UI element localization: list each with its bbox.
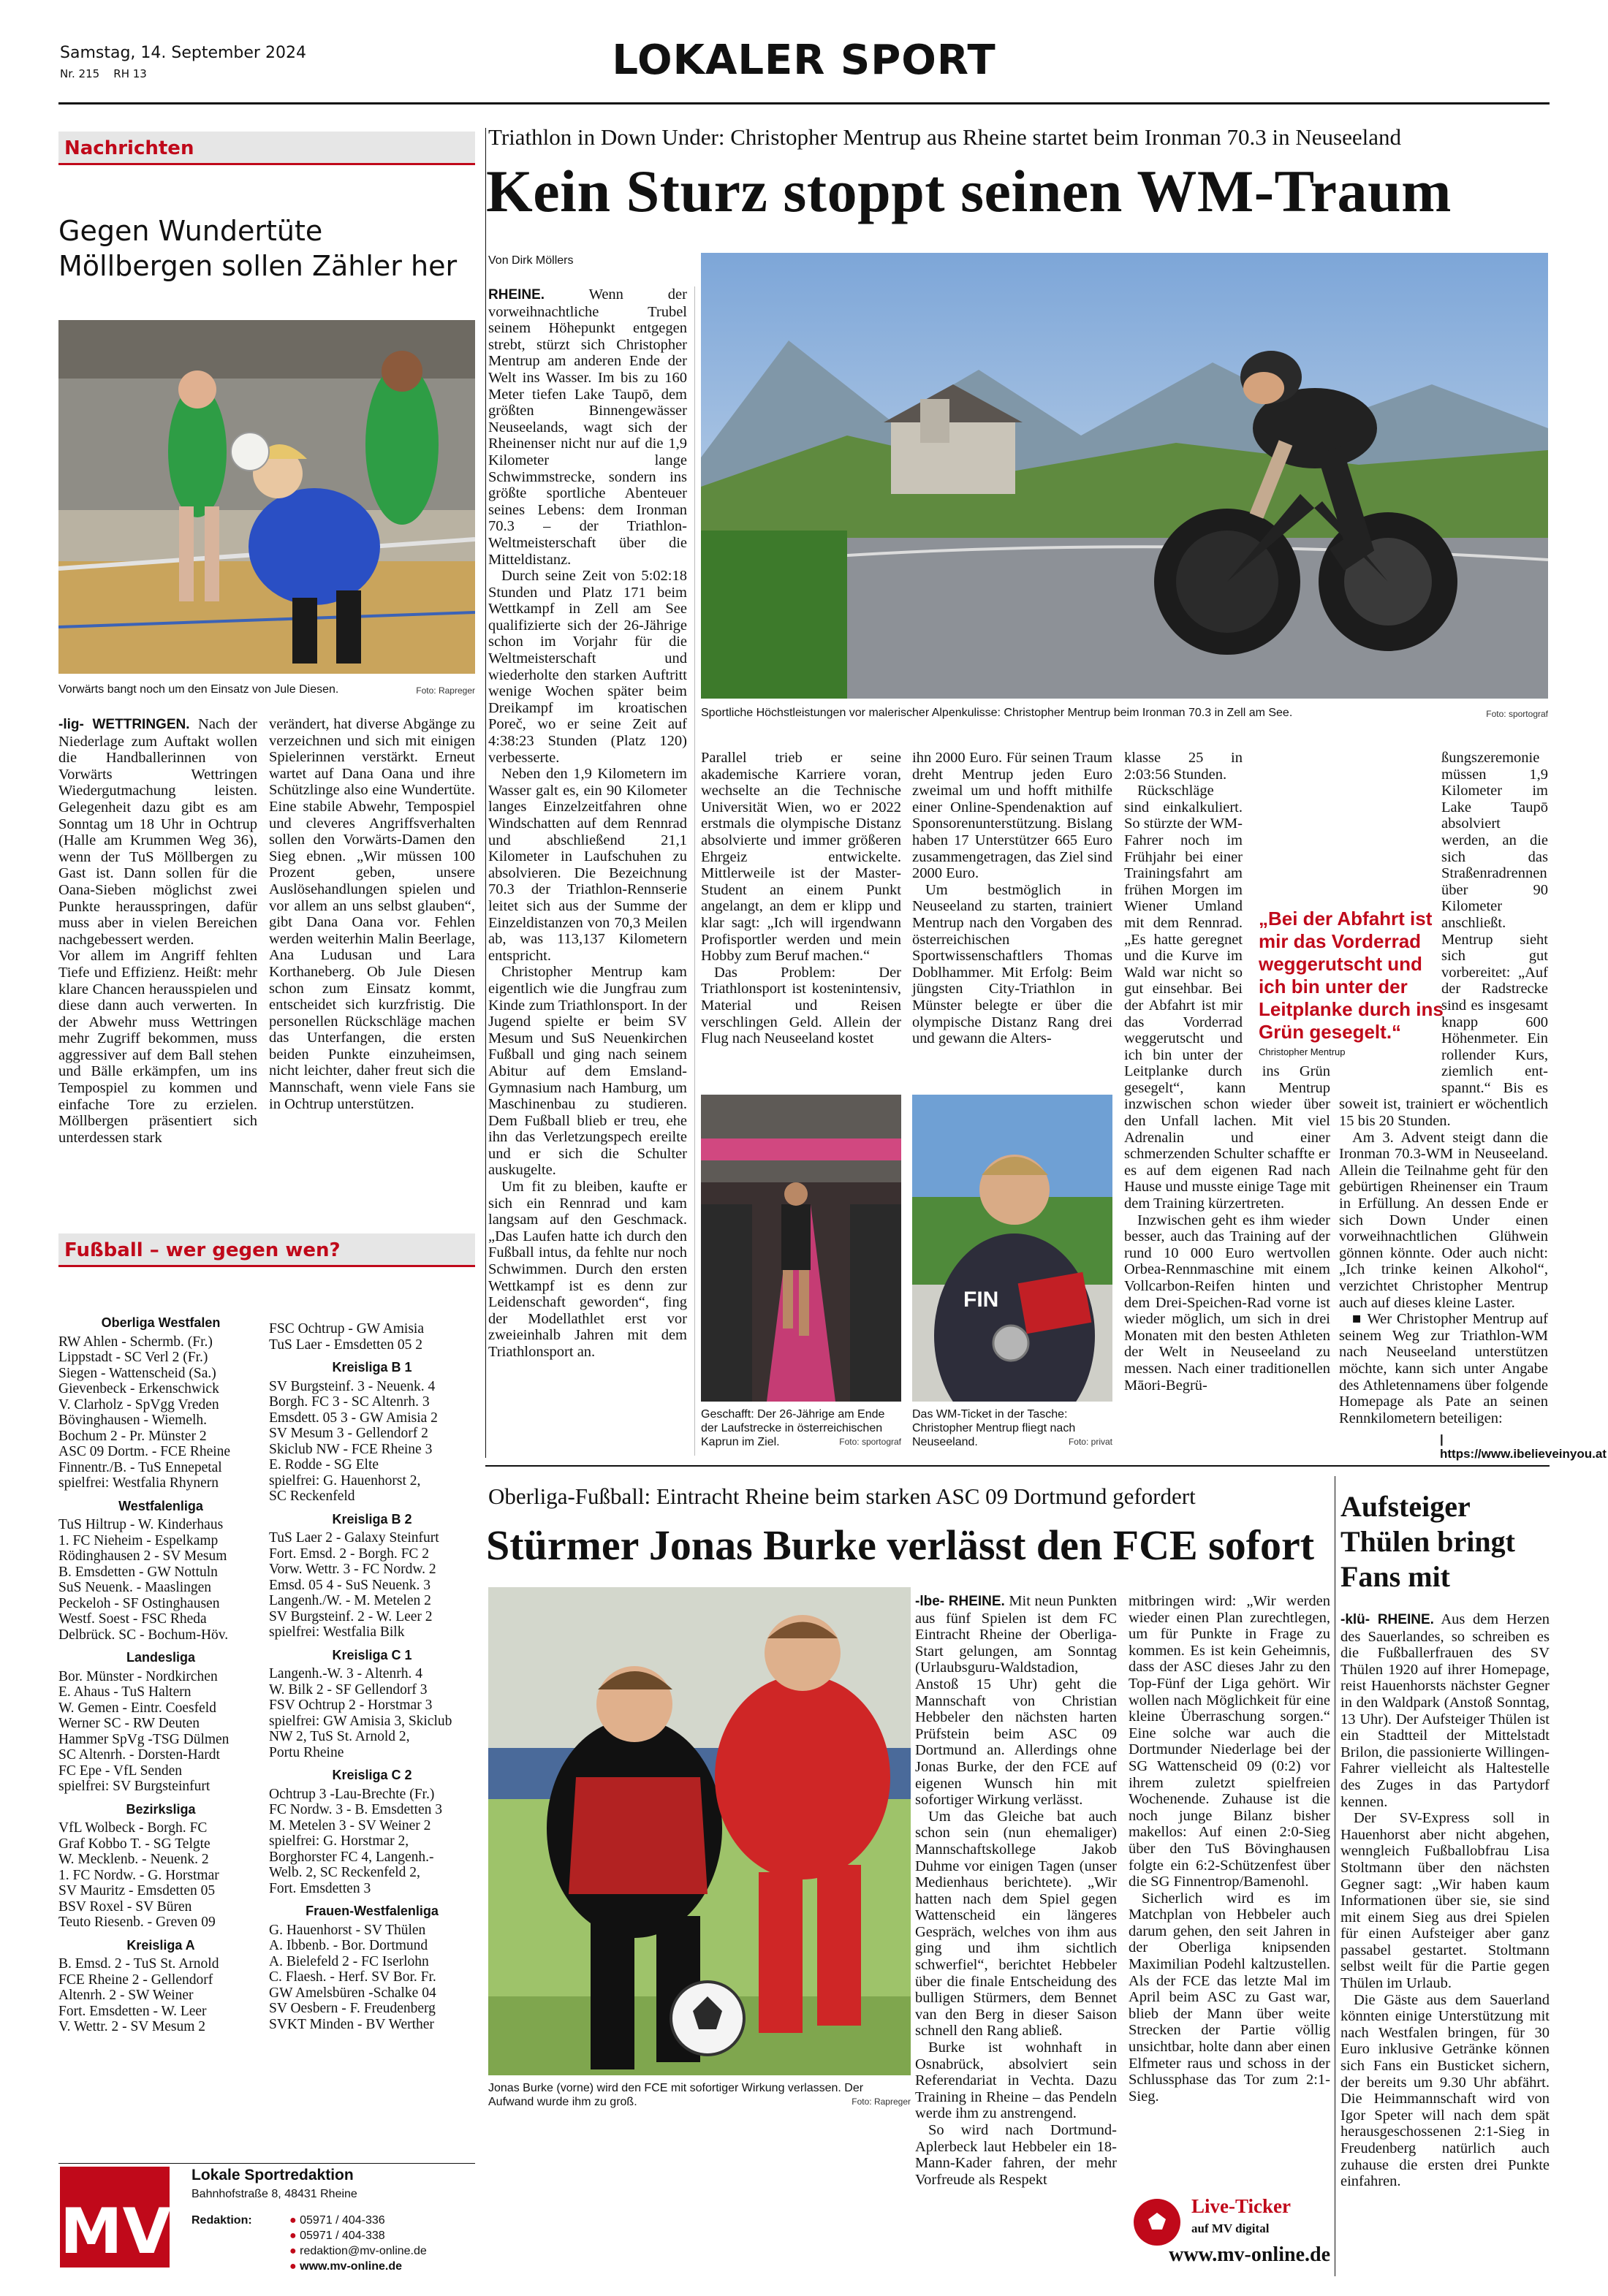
main-article-col1 bbox=[701, 750, 901, 1047]
main-col3-paragraph: Rückschläge sind einkalkuliert. So stürzte der WM-Fahrer noch im Frühjahr bei einer Trainingsfahrt am frühen Morgen im Wiener Umland mit dem Rennrad. „Es hatte geregnet und die Kurve im Wald war nicht so gut einsehbar. Bei der Abfahrt ist mir das Vorderrad weggerutscht und ich bin unter der Leitplanke durch ins Grün gesegelt“, kann Mentrup inzwischen schon wieder über den Unfall lachen. Mit viel Adrenalin und einer schmerzenden Schulter schaffte er es auf dem eigenen Rad nach Hause und musste einige Tage mit dem Training kürzertreten. bbox=[1124, 783, 1330, 1212]
nachrichten-label-text: Nachrichten bbox=[64, 137, 194, 159]
fixture-line: C. Flaesh. - Herf. SV Bor. Fr. bbox=[269, 1969, 436, 1985]
soccer-ball-icon bbox=[1131, 2197, 1183, 2248]
fixture-line: Westf. Soest - FSC Rheda bbox=[58, 1611, 207, 1627]
league-title: Kreisliga B 2 bbox=[332, 1511, 412, 1527]
fax-icon: ● bbox=[289, 2230, 297, 2242]
fixture-line: V. Clarholz - SpVgg Vreden bbox=[58, 1396, 219, 1413]
fixture-line: SV Mesum 3 - Gellendorf 2 bbox=[269, 1426, 428, 1441]
fixture-line: SuS Neuenk. - Maaslingen bbox=[58, 1580, 212, 1595]
bottom-photo-caption bbox=[488, 2081, 911, 2109]
fixture-line: spielfrei: Westfalia Bilk bbox=[269, 1624, 405, 1640]
left-column-divider bbox=[485, 128, 486, 1458]
bottom-col1-paragraph: -lbe- RHEINE. Mit neun Punkten aus fünf Spielen ist dem FC Eintracht Rheine der Oberliga-Start gelungen, am Sonntag (Urlaubsguru-Waldstadion, Anstoß 15 Uhr) geht die Mannschaft von Christian Hebbeler den nächsten harten Prüfstein beim ASC 09 Dortmund an. Allerdings ohne Jonas Burke, der den FCE auf eigenen Wunsch hin mit sofortiger Wirkung verlässt. bbox=[915, 1593, 1117, 1809]
fixture-line: spielfrei: Westfalia Rhynern bbox=[58, 1475, 219, 1491]
main-col3-paragraph: klasse 25 in 2:03:56 Stunden. bbox=[1124, 750, 1243, 783]
small1-caption bbox=[701, 1407, 901, 1449]
main-article-col4 bbox=[1339, 750, 1548, 1426]
fixture-line: Emsd. 05 4 - SuS Neuenk. 3 bbox=[269, 1577, 431, 1593]
fixture-line: Portu Rheine bbox=[269, 1744, 344, 1760]
fixtures-label-text: Fußball – wer gegen wen? bbox=[64, 1239, 341, 1261]
fixture-line: Langenh.-W. 3 - Altenrh. 4 bbox=[269, 1666, 422, 1681]
league-title: Kreisliga C 1 bbox=[332, 1647, 412, 1662]
side-headline-line1: Aufsteiger bbox=[1340, 1490, 1471, 1523]
bottom-col1-paragraph: Um das Gleiche bat auch schon sein (nun ehemaliger) Mannschaftskollege Jakob Duhme vor einigen Tagen (unser Medienhaus berichtete). „Wir hatten nach dem Spiel gegen Wattenscheid ein längeres Gespräch, welches von ihm aus ging und ihm sichtlich schwerfiel“, berichtet Hebbeler über die finale Entscheidung des bulligen Stürmers, dem Bennet van den Berg in dieser Saison schnell den Rang abließ. bbox=[915, 1808, 1117, 2040]
fixture-line: FSC Ochtrup - GW Amisia bbox=[269, 1321, 424, 1337]
main-headline: Kein Sturz stoppt seinen WM-Traum bbox=[486, 158, 1452, 224]
fixture-line: Rödinghausen 2 - SV Mesum bbox=[58, 1548, 227, 1564]
fixture-line: Gievenbeck - Erkenschwick bbox=[58, 1381, 219, 1396]
main-photo-credit: Foto: sportograf bbox=[1486, 709, 1548, 719]
issue-date: Samstag, 14. September 2024 bbox=[60, 44, 306, 62]
footer-redaktion-label: Redaktion: bbox=[191, 2214, 252, 2227]
svg-text:FIN: FIN bbox=[963, 1288, 999, 1312]
ticker-url[interactable]: www.mv-online.de bbox=[1169, 2243, 1330, 2266]
side-col-paragraph: -klü- RHEINE. Aus dem Herzen des Sauerlandes, so schreiben es die Fußballerfrauen des SV Thülen 1920 auf ihrer Homepage, reist Hauenhorsts nächster Gegner in den Waldpark (Anstoß Sonntag, 13 Uhr). Der Aufsteiger Thülen ist ein Stadtteil der Mittelstadt Brilon, die passionierte Willingen-Fahrer vielleicht als Haltestelle des Zuges in das Partydorf kennen. bbox=[1340, 1611, 1550, 1810]
side-headline-line3: Fans mit bbox=[1340, 1560, 1450, 1593]
main-article-col0 bbox=[488, 286, 687, 1361]
cyclist-photo bbox=[701, 253, 1548, 699]
fixture-line: SV Burgsteinf. 2 - W. Leer 2 bbox=[269, 1608, 433, 1624]
footer-web[interactable]: www.mv-online.de bbox=[300, 2260, 402, 2273]
nachrichten-label bbox=[58, 132, 475, 165]
handball-photo bbox=[58, 320, 475, 674]
main-col0-paragraph: Um fit zu bleiben, kaufte er sich ein Rennrad und kam langsam auf den Geschmack. „Das Laufen hatte ich durch den Fußball intus, da fehlte nur noch Schwimmen. Durch den ersten Wettkampf ist es denn zur Leidenschaft geworden“, fing der Modellathlet erst vor zweieinhalb Jahren mit dem Triathlonsport an. bbox=[488, 1179, 687, 1360]
main-col0-paragraph: Christopher Mentrup kam eigentlich wie die Jungfrau zum Kinde zum Triathlonsport. In der Jugend spielte er beim SV Mesum und SuS Neuenkirchen Fußball und ging nach seinem Abitur auf dem Emsland-Gymnasium nach Hamburg, um Maschinenbau zu studieren. Dem Fußball blieb er treu, ehe ihn das Verletzungspech ereilte und er sich die Schulter auskugelte. bbox=[488, 964, 687, 1179]
footer-title: Lokale Sportredaktion bbox=[191, 2167, 354, 2183]
ticker-title: Live-Ticker bbox=[1191, 2195, 1291, 2217]
footer-address: Bahnhofstraße 8, 48431 Rheine bbox=[191, 2188, 357, 2200]
league-title: Kreisliga B 1 bbox=[332, 1360, 412, 1375]
fixture-line: spielfrei: SV Burgsteinfurt bbox=[58, 1779, 211, 1794]
footer-phone2: 05971 / 404-338 bbox=[300, 2230, 385, 2242]
small1-caption-text: Geschafft: Der 26-Jährige am Ende der Laufstrecke in österreichischen Kaprun im Ziel. bbox=[701, 1408, 885, 1448]
fixture-line: BSV Roxel - SV Büren bbox=[58, 1898, 192, 1915]
left-photo-credit: Foto: Rapreger bbox=[416, 685, 475, 696]
fixture-line: VfL Wolbeck - Borgh. FC bbox=[58, 1820, 208, 1836]
fixture-line: Siegen - Wattenscheid (Sa.) bbox=[58, 1365, 216, 1381]
main-col4-paragraph: ■ Wer Christopher Mentrup auf seinem Weg zur Triathlon-WM nach Neuseeland unterstützen möchte, kann sich unter Angabe des Athletennamens über folgende Homepage als Pate an seinen Rennkilometern beteiligen: bbox=[1339, 1311, 1548, 1426]
fixture-line: SC Reckenfeld bbox=[269, 1489, 355, 1504]
fixture-line: FC Epe - VfL Senden bbox=[58, 1763, 182, 1779]
main-col1-paragraph: Das Problem: Der Triathlonsport ist kostenintensiv, Material und Reisen verschlingen Geld. Allein der Flug nach Neuseeland kostet bbox=[701, 964, 901, 1047]
side-article-text bbox=[1340, 1611, 1550, 2190]
fixture-line: Borghorster FC 4, Langenh.- bbox=[269, 1849, 434, 1865]
fixture-line: FSV Ochtrup 2 - Horstmar 3 bbox=[269, 1698, 433, 1713]
left-article-p3: verändert, hat diverse Abgänge zu verzeichnen und sich mit einigen Spielerinnen verstärkt. Erneut wartet auf Dana Oana und ihre Schützlinge also eine Wundertüte. Eine stabile Abwehr, Tempospiel und cleveres Angriffsverhalten sollen den Vorwärts-Damen den Sieg ebnen. „Wir müssen 100 Prozent geben, unsere Auslösehandlungen spielen und vor allem an uns selbst glauben“, gibt Dana Oana vor. Fehlen werden weiterhin Malin Beerlage, Ana Ludusan und Lara Korthaneberg. Ob Jule Diesen schon zum Einsatz kommt, entscheidet sich kurzfristig. Die personellen Rückschläge machen das Unterfangen, die ersten beiden Punkte einzuheimsen, nicht leichter, daher freut sich die Mannschaft, wenn viele Fans sie in Ochtrup unterstützen. bbox=[269, 716, 475, 1112]
main-col2-paragraph: Um bestmöglich in Neuseeland zu starten, trainiert Mentrup nach den Vorgaben des österreichischen Sportwissenschaftlers Thomas Doblhammer. Mit Erfolg: Beim jüngsten City-Triathlon in Münster belegte er über die olympische Distanz Rang drei und gewann die Alters- bbox=[912, 881, 1112, 1047]
issue-rh: RH 13 bbox=[113, 67, 147, 80]
fixture-line: Delbrück. SC - Bochum-Höv. bbox=[58, 1627, 229, 1643]
issue-nr: Nr. 215 bbox=[60, 67, 100, 80]
league-title: Westfalenliga bbox=[118, 1498, 203, 1513]
fixture-line: Welb. 2, SC Reckenfeld 2, bbox=[269, 1865, 420, 1880]
fixtures-col1 bbox=[58, 1308, 263, 2035]
fixture-line: 1. FC Nieheim - Espelkamp bbox=[58, 1532, 219, 1548]
left-article-col1 bbox=[58, 716, 257, 1146]
fixture-line: V. Wettr. 2 - SV Mesum 2 bbox=[58, 2019, 206, 2034]
fixture-line: SV Burgsteinf. 3 - Neuenk. 4 bbox=[269, 1378, 436, 1394]
fixture-line: TuS Laer 2 - Galaxy Steinfurt bbox=[269, 1530, 439, 1546]
small2-caption-text: Das WM-Ticket in der Tasche: Christopher Mentrup fliegt nach Neuseeland. bbox=[912, 1408, 1076, 1448]
fixture-line: spielfrei: G. Hauenhorst 2, bbox=[269, 1472, 421, 1489]
main-col0-paragraph: Neben den 1,9 Kilometern im Wasser galt es, ein 90 Kilometer langes Einzelzeitfahren ohne Windschatten auf dem Rennrad und abschließend 21,1 Kilometer in Laufschuhen zu absolvieren. Die Bezeichnung 70.3 der Triathlon-Rennserie leitet sich aus der Summe der Einzeldistanzen von 70,3 Meilen ab, was 113,137 Kilometern entspricht. bbox=[488, 766, 687, 964]
fixture-line: spielfrei: GW Amisia 3, Skiclub NW 2, TuS St. Arnold 2, bbox=[269, 1713, 452, 1744]
fixture-line: Fort. Emsd. 2 - Borgh. FC 2 bbox=[269, 1546, 430, 1562]
fixture-line: 1. FC Nordw. - G. Horstmar bbox=[58, 1867, 219, 1883]
left-photo-caption: Vorwärts bangt noch um den Einsatz von Jule Diesen. bbox=[58, 683, 339, 696]
fixture-line: Bövinghausen - Wiemelh. bbox=[58, 1413, 208, 1428]
fixture-line: Hammer SpVg -TSG Dülmen bbox=[58, 1731, 230, 1747]
fixture-line: A. Ibbenb. - Bor. Dortmund bbox=[269, 1938, 428, 1953]
fixture-line: spielfrei: G. Horstmar 2, bbox=[269, 1833, 409, 1849]
main-col2-paragraph: ihn 2000 Euro. Für seinen Traum dreht Mentrup jeden Euro zweimal um und hofft mithilfe einer Online-Spendenaktion auf Sponsorenunterstützung. Bislang haben 17 Unterstützer 665 Euro zusammengetragen, das Ziel sind 2000 Euro. bbox=[912, 750, 1112, 882]
fixture-line: Werner SC - RW Deuten bbox=[58, 1716, 200, 1731]
main-article-col2 bbox=[912, 750, 1112, 1047]
league-title: Kreisliga C 2 bbox=[332, 1768, 412, 1782]
bottom-photo-caption-text: Jonas Burke (vorne) wird den FCE mit sofortiger Wirkung verlassen. Der Aufwand wurde ihm zu groß. bbox=[488, 2082, 864, 2108]
left-headline-line1: Gegen Wundertüte bbox=[58, 215, 323, 247]
mv-logo-text: MV bbox=[60, 2195, 172, 2268]
bottom-col1-paragraph: So wird nach Dortmund-Aplerbeck laut Hebbeler ein 18-Mann-Kader fahren, der mehr Vorfreude als Respekt bbox=[915, 2122, 1117, 2188]
fixture-line: TuS Hiltrup - W. Kinderhaus bbox=[58, 1517, 224, 1532]
fixture-line: W. Gemen - Eintr. Coesfeld bbox=[58, 1700, 216, 1716]
left-article-p2: Vor allem im Angriff fehlten Tiefe und Effizienz. Heißt: mehr klare Chancen herausspielen und diese dann auch verwerten. In der Abwehr muss Wettringen mehr Zugriff bekommen, muss aggressiver auf dem Ball stehen und Bälle erkämpfen, um ins Tempospiel zu kommen und einfache Tore zu erzielen. Möllbergen präsentiert sich unterdessen stark bbox=[58, 948, 257, 1146]
main-col0-paragraph: Durch seine Zeit von 5:02:18 Stunden und Platz 171 beim Wettkampf in Zell am See qualifizierte sich der 26-Jährige schon im Vorjahr für die Weltmeisterschaft und wiederholte den starken Auftritt wenige Wochen später beim Dreikampf im kroatischen Poreč, wo er seine Zeit auf 4:38:23 Stunden (Platz 120) verbesserte. bbox=[488, 568, 687, 766]
fixture-line: Peckeloh - SF Ostinghausen bbox=[58, 1595, 220, 1611]
side-col-dateline: -klü- RHEINE. bbox=[1340, 1612, 1434, 1627]
fixture-line: FC Nordw. 3 - B. Emsdetten 3 bbox=[269, 1802, 443, 1817]
fixture-line: Skiclub NW - FCE Rheine 3 bbox=[269, 1441, 433, 1457]
left-article-dateline: -lig- WETTRINGEN. bbox=[58, 717, 190, 732]
fixture-line: SVKT Minden - BV Werther bbox=[269, 2016, 434, 2032]
fixture-line: Vorw. Wettr. 3 - FC Nordw. 2 bbox=[269, 1562, 436, 1577]
phone-icon: ● bbox=[289, 2214, 297, 2227]
main-col3-paragraph: Inzwischen geht es ihm wieder besser, auch das Training auf der rund 10 000 Euro wertvollen Orbea-Rennmaschine mit einem Vollcarbon-Reifen hinten und dem Drei-Speichen-Rad vorne ist wieder möglich, um sich in drei Monaten mit den besten Athleten der Welt in Neuseeland zu messen. Nach einer traditionellen Māori-Begrü- bbox=[1124, 1212, 1330, 1394]
bottom-col2-paragraph: mitbringen wird: „Wir werden wieder einen Plan zurechtlegen, um für Punkte in Frage zu kommen. Es ist kein Geheimnis, dass der ASC dieses Jahr zu den Top-Fünf der Liga gehört. Wir wollen nach Möglichkeit für eine kleine Überraschung sorgen.“ Eine solche war auch die Dortmunder Niederlage bei der SG Wattenscheid 09 (0:2) vor ihrem zuletzt spielfreien Wochenende. Zuhause ist die noch junge Bilanz bisher makellos: Auf einen 2:0-Sieg über den TuS Bövinghausen folgte ein 6:2-Schützenfest über die SG Finnentrop/Bamenohl. bbox=[1129, 1593, 1330, 1890]
bottom-kicker: Oberliga-Fußball: Eintracht Rheine beim starken ASC 09 Dortmund gefordert bbox=[488, 1483, 1196, 1509]
fixture-line: Altenrh. 2 - SW Weiner bbox=[58, 1988, 194, 2003]
fixture-line: Lippstadt - SC Verl 2 (Fr.) bbox=[58, 1350, 208, 1365]
sponsor-link-url[interactable]: https://www.ibelieveinyou.at bbox=[1440, 1447, 1607, 1461]
fixture-line: RW Ahlen - Schermb. (Fr.) bbox=[58, 1334, 213, 1350]
main-byline: Von Dirk Möllers bbox=[488, 254, 574, 267]
ticker-sub: auf MV digital bbox=[1191, 2221, 1270, 2235]
header-rule bbox=[58, 102, 1550, 104]
bottom-article-col1 bbox=[915, 1593, 1117, 2188]
football-photo bbox=[488, 1587, 911, 2075]
fixture-line: G. Hauenhorst - SV Thülen bbox=[269, 1922, 426, 1938]
section-title: LOKALER SPORT bbox=[612, 37, 996, 84]
fixture-line: Bochum 2 - Pr. Münster 2 bbox=[58, 1428, 207, 1444]
mv-logo bbox=[60, 2167, 170, 2268]
main-col1-paragraph: Parallel trieb er seine akademische Karriere voran, wechselte an die Technische Universität Wien, wo er 2022 erstmals die olympische Distanz absolvierte und immer größeren Ehrgeiz entwickelte. Mittlerweile ist der Master-Student an einem Punkt angelangt, an dem er klipp und klar sagt: „Ich will irgendwann Profisportler werden und mein Hobby zum Beruf machen.“ bbox=[701, 750, 901, 965]
web-icon: ● bbox=[289, 2260, 297, 2273]
main-photo-caption: Sportliche Höchstleistungen vor malerischer Alpenkulisse: Christopher Mentrup beim Ironman 70.3 in Zell am See. bbox=[701, 707, 1293, 719]
footer-email[interactable]: redaktion@mv-online.de bbox=[300, 2245, 427, 2257]
fixture-line: FCE Rheine 2 - Gellendorf bbox=[58, 1972, 213, 1988]
league-title: Bezirksliga bbox=[126, 1801, 196, 1817]
sponsor-link[interactable]: | https://www.ibelieveinyou.at bbox=[1440, 1432, 1607, 1461]
finish-line-photo bbox=[701, 1095, 901, 1402]
fixture-line: TuS Laer - Emsdetten 05 2 bbox=[269, 1337, 422, 1353]
fixture-line: Borgh. FC 3 - SC Altenrh. 3 bbox=[269, 1394, 430, 1410]
fixture-line: M. Metelen 3 - SV Weiner 2 bbox=[269, 1817, 431, 1833]
bottom-col1-paragraph: Burke ist wohnhaft in Osnabrück, absolviert sein Referendariat in Vechta. Dazu Training in Rheine – das Pendeln werde ihm zu anstrengend. bbox=[915, 2040, 1117, 2122]
fixture-line: SV Oesbern - F. Freudenberg bbox=[269, 2001, 436, 2016]
small2-caption bbox=[912, 1407, 1112, 1449]
fixture-line: Langenh./W. - M. Metelen 2 bbox=[269, 1593, 431, 1608]
fixture-line: Teuto Riesenb. - Greven 09 bbox=[58, 1915, 216, 1930]
bottom-photo-credit: Foto: Rapreger bbox=[852, 2097, 911, 2107]
small2-credit: Foto: privat bbox=[1068, 1437, 1112, 1447]
fixture-line: W. Mecklenb. - Neuenk. 2 bbox=[58, 1852, 209, 1867]
bottom-headline: Stürmer Jonas Burke verlässt den FCE sofort bbox=[486, 1521, 1315, 1569]
side-headline bbox=[1340, 1489, 1550, 1594]
live-ticker-box[interactable] bbox=[1131, 2192, 1330, 2273]
fixture-line: E. Ahaus - TuS Haltern bbox=[58, 1684, 191, 1700]
main-col0-dateline: RHEINE. bbox=[488, 287, 545, 303]
fixtures-label bbox=[58, 1233, 475, 1267]
main-col4-paragraph: Am 3. Advent steigt dann die Ironman 70.3-WM in Neuseeland. Allein die Teilnahme geht für den gebürtigen Rheinenser ein Traum in Erfüllung. An dessen Ende er sich Down Under einen vorweihnachtlichen Glühwein gönnen könnte. Oder auch nicht: „Ich trinke keinen Alkohol“, verzichtet Christopher Mentrup auch auf dieses kleine Laster. bbox=[1339, 1129, 1548, 1311]
left-article-p1: Nach der Niederlage zum Auftakt wollen die Handballerinnen von Vorwärts Wettringen Wiedergutmachung leisten. Gelegenheit dazu gibt es am Sonntag um 18 Uhr in Ochtrup (Halle am Krummen Weg 36), wenn der TuS Möllbergen zu Gast ist. Dann sollen für die Oana-Sieben möglichst zwei Punkte herausspringen, dafür muss aber in vielen Bereichen nachgebessert werden. bbox=[58, 716, 257, 948]
fixture-line: Bor. Münster - Nordkirchen bbox=[58, 1668, 218, 1684]
bottom-col1-dateline: -lbe- RHEINE. bbox=[915, 1594, 1005, 1609]
small1-credit: Foto: sportograf bbox=[839, 1437, 901, 1447]
main-article-col3 bbox=[1124, 750, 1330, 1394]
left-article-col2 bbox=[269, 716, 475, 1112]
email-icon: ● bbox=[289, 2245, 297, 2257]
footer-contacts bbox=[289, 2213, 427, 2274]
fixture-line: W. Bilk 2 - SF Gellendorf 3 bbox=[269, 1681, 428, 1698]
fixture-line: Finnentr./B. - TuS Ennepetal bbox=[58, 1459, 222, 1475]
league-title: Kreisliga A bbox=[126, 1937, 195, 1953]
fixture-line: B. Emsd. 2 - TuS St. Arnold bbox=[58, 1956, 219, 1972]
footer-rule bbox=[58, 2163, 475, 2164]
side-col-paragraph: Die Gäste aus dem Sauerland könnten einige Unterstützung mit nach Westfalen bringen, für 30 Euro inklusive Getränke können sich Fans ein Busticket sichern, der bereits um 9.30 Uhr abfährt. Die Heimmannschaft wird von Igor Speter will nach dem spät herausgeschossenen 2:1-Sieg in Freudenberg natürlich auch zuhause die ersten drei Punkte einfahren. bbox=[1340, 1991, 1550, 2190]
left-headline-line2: Möllbergen sollen Zähler her bbox=[58, 250, 458, 282]
pull-quote-spacer bbox=[1339, 903, 1441, 1086]
fixture-line: E. Rodde - SG Elte bbox=[269, 1457, 379, 1472]
league-title: Frauen-Westfalenliga bbox=[306, 1904, 439, 1918]
fixture-line: Fort. Emsdetten 3 bbox=[269, 1880, 371, 1896]
fixture-line: Graf Kobbo T. - SG Telgte bbox=[58, 1836, 211, 1852]
bottom-col2-paragraph: Sicherlich wird es im Matchplan von Hebbeler auch darum gehen, den seit Jahren in der Oberliga knipsenden Maximilian Podehl kaltzustellen. Als der FCE das letzte Mal im April beim ASC zu Gast war, blieb der Mann über weite Strecken der Partie völlig unsichtbar, holte dann aber einen Elfmeter raus und schoss in der Schlussphase das Tor zum 2:1-Sieg. bbox=[1129, 1890, 1330, 2105]
fixture-line: SC Altenrh. - Dorsten-Hardt bbox=[58, 1747, 220, 1763]
fixture-line: Fort. Emsdetten - W. Leer bbox=[58, 2003, 207, 2019]
fixture-line: Ochtrup 3 -Lau-Brechte (Fr.) bbox=[269, 1786, 435, 1802]
fixtures-col2 bbox=[269, 1321, 475, 2032]
bottom-article-col2 bbox=[1129, 1593, 1330, 2105]
col-divider-0 bbox=[694, 286, 695, 1456]
league-title: Oberliga Westfalen bbox=[101, 1315, 221, 1330]
fixture-line: A. Bielefeld 2 - FC Iserlohn bbox=[269, 1953, 429, 1969]
main-col0-paragraph: RHEINE. Wenn der vorweihnachtliche Trubel seinem Höhepunkt entgegen strebt, stürzt sich Christopher Mentrup am anderen Ende der Welt ins Wasser. Im bis zu 160 Meter tiefen Lake Taupō, dem größten Binnengewässer Neuseelands, wagt sich der Rheinenser nicht nur auf die 1,9 Kilometer lange Schwimmstrecke, sondern ins größte sportliche Abenteuer seines Lebens: dem Ironman 70.3 – der Triathlon-Weltmeisterschaft über die Mitteldistanz. bbox=[488, 286, 687, 568]
wm-ticket-photo bbox=[912, 1095, 1112, 1402]
fixture-line: B. Emsdetten - GW Nottuln bbox=[58, 1564, 218, 1580]
side-headline-line2: Thülen bringt bbox=[1340, 1525, 1515, 1558]
fixture-line: GW Amelsbüren -Schalke 04 bbox=[269, 1985, 436, 2001]
main-kicker: Triathlon in Down Under: Christopher Mentrup aus Rheine startet beim Ironman 70.3 in Neuseeland bbox=[488, 124, 1401, 150]
fixture-line: ASC 09 Dortm. - FCE Rheine bbox=[58, 1444, 231, 1459]
fixture-line: Emsdett. 05 3 - GW Amisia 2 bbox=[269, 1410, 438, 1426]
pull-quote-author: Christopher Mentrup bbox=[1259, 1046, 1346, 1057]
fixture-line: SV Mauritz - Emsdetten 05 bbox=[58, 1883, 216, 1898]
footer-phone1: 05971 / 404-336 bbox=[300, 2214, 385, 2227]
league-title: Landesliga bbox=[126, 1650, 196, 1665]
left-headline bbox=[58, 213, 482, 284]
side-col-paragraph: Der SV-Express soll in Hauenhorst aber nicht abgehen, wenngleich Fußballobfrau Lisa Stoltmann über den nächsten Gegner sagt: „Wir haben kaum Informationen über sie, sie sind mit einem Sieg aus drei Spielen für einen Aufsteiger aber ganz passabel gestartet. Stoltmann selbst weilt für die Partie gegen Thülen im Urlaub. bbox=[1340, 1810, 1550, 1992]
bottom-section-rule bbox=[485, 1465, 1550, 1467]
pull-quote-text: „Bei der Abfahrt ist mir das Vorderrad weggerutscht und ich bin unter der Leitplanke durch ins Grün gesegelt.“ bbox=[1259, 908, 1444, 1043]
main-col4-paragraph: ßungszeremonie müssen 1,9 Kilometer im Lake Taupō absolviert werden, an die sich das Straßenradrennen über 90 Kilometer anschließt. Mentrup sieht sich gut vorbereitet: „Auf der Radstrecke sind es insgesamt knapp 600 Höhenmeter. Ein rollender Kurs, ziemlich ent-spannt.“ Bis es soweit ist, trainiert er wöchentlich 15 bis 20 Stunden. bbox=[1339, 750, 1548, 1130]
